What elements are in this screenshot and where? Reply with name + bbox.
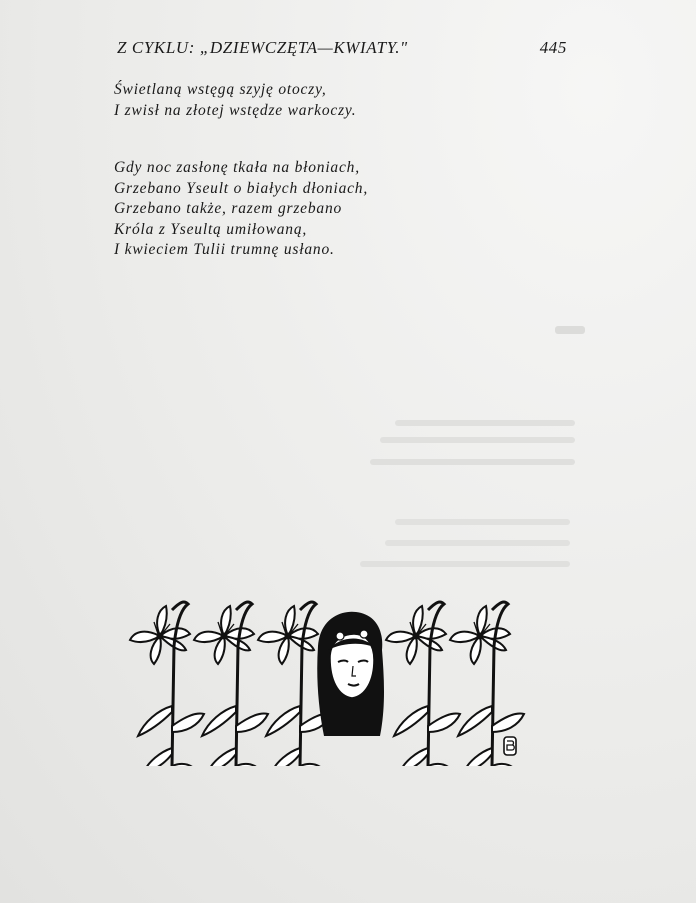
monogram-icon <box>504 737 516 755</box>
poem-line: I kwieciem Tulii trumnę usłano. <box>114 241 335 258</box>
poem-line: I zwisł na złotej wstędze warkoczy. <box>114 101 357 119</box>
lily-icon <box>386 602 460 766</box>
page-number: 445 <box>539 38 567 57</box>
poem-line: Gdy noc zasłonę tkała na błoniach, <box>114 159 360 176</box>
poem-line: Grzebano także, razem grzebano <box>114 200 343 217</box>
poem-stanza <box>114 80 356 121</box>
poem-stanza <box>114 158 368 261</box>
lily-icon <box>194 602 268 766</box>
poem-line: Świetlaną wstęgą szyję otoczy, <box>114 81 327 98</box>
poem-line: Grzebano Yseult o białych dłoniach, <box>114 179 369 197</box>
chapter-title: Z CYKLU: „DZIEWCZĘTA—KWIATY." <box>117 38 408 57</box>
poem-line: Króla z Yseultą umiłowaną, <box>114 220 308 238</box>
girl-face-icon <box>317 612 384 736</box>
lily-icon <box>130 602 204 766</box>
lily-girl-vignette <box>120 596 560 766</box>
